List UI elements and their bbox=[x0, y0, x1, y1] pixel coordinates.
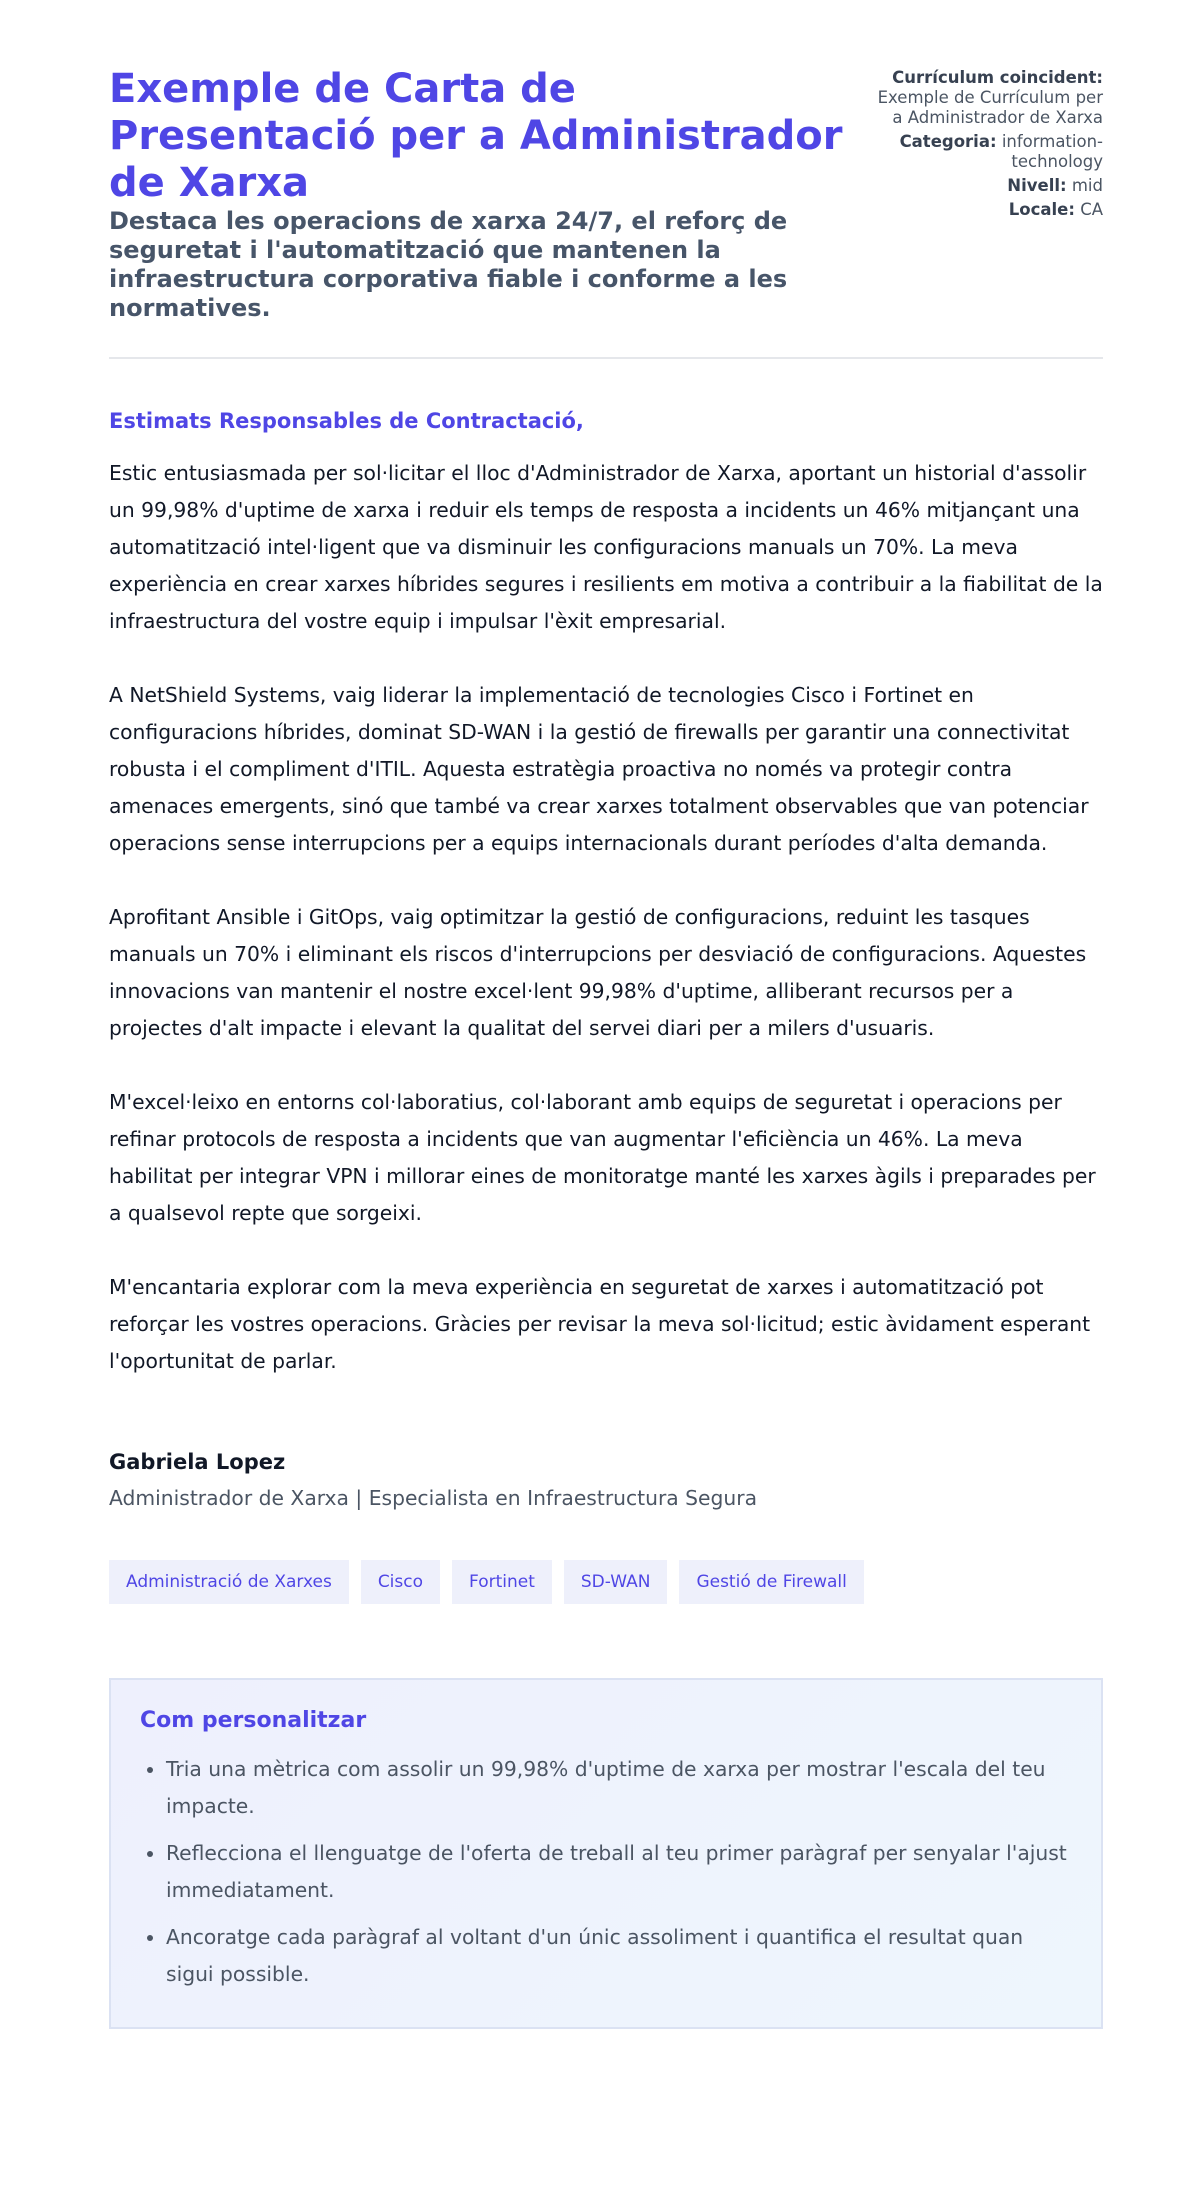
tip-item: • Reflecciona el llenguatge de l'oferta de treball al teu primer paràgraf per senyalar l'ajust immediatament. bbox=[166, 1835, 1073, 1909]
skill-tag: Gestió de Firewall bbox=[679, 1560, 863, 1604]
skill-tags bbox=[109, 1560, 1103, 1604]
letter-paragraph: Estic entusiasmada per sol·licitar el lloc d'Administrador de Xarxa, aportant un historial d'assolir un 99,98% d'uptime de xarxa i reduir els temps de resposta a incidents un 46% mitjançant una automatització intel·ligent que va disminuir les configuracions manuals un 70%. La meva experiència en crear xarxes híbrides segures i resilients em motiva a contribuir a la fiabilitat de la infraestructura del vostre equip i impulsar l'èxit empresarial. bbox=[109, 461, 1103, 633]
letter-paragraph: M'encantaria explorar com la meva experiència en seguretat de xarxes i automatització pot reforçar les vostres operacions. Gràcies per revisar la meva sol·licitud; estic àvidament esperant l'oportunitat de parlar. bbox=[109, 1275, 1091, 1373]
tip-item: • Ancoratge cada paràgraf al voltant d'un únic assoliment i quantifica el resultat quan sigui possible. bbox=[166, 1919, 1073, 1993]
page-header bbox=[109, 66, 1103, 323]
category-label: Categoria: bbox=[899, 132, 997, 151]
page-title: Exemple de Carta de Presentació per a Administrador de Xarxa bbox=[109, 66, 843, 206]
locale-label: Locale: bbox=[1008, 200, 1075, 219]
divider bbox=[109, 357, 1103, 359]
tips-list bbox=[140, 1751, 1073, 1993]
tips-title: Com personalitzar bbox=[140, 1708, 367, 1733]
locale-value: CA bbox=[1080, 200, 1103, 219]
resume-value: Exemple de Currículum per a Administrador de Xarxa bbox=[877, 88, 1103, 127]
level-label: Nivell: bbox=[1007, 176, 1067, 195]
skill-tag: Cisco bbox=[361, 1560, 440, 1604]
page-subtitle: Destaca les operacions de xarxa 24/7, el reforç de seguretat i l'automatització que mantenen la infraestructura corporativa fiable i conforme a les normatives. bbox=[109, 207, 788, 322]
greeting: Estimats Responsables de Contractació, bbox=[109, 409, 584, 433]
letter-paragraph: Aprofitant Ansible i GitOps, vaig optimitzar la gestió de configuracions, reduint les tasques manuals un 70% i eliminant els riscos d'interrupcions per desviació de configuracions. Aquestes innovacions van mantenir el nostre excel·lent 99,98% d'uptime, alliberant recursos per a projectes d'alt impacte i elevant la qualitat del servei diari per a milers d'usuaris. bbox=[109, 905, 1087, 1040]
letter-paragraph: A NetShield Systems, vaig liderar la implementació de tecnologies Cisco i Fortinet en configuracions híbrides, dominat SD-WAN i la gestió de firewalls per garantir una connectivitat robusta i el compliment d'ITIL. Aquesta estratègia proactiva no només va protegir contra amenaces emergents, sinó que també va crear xarxes totalment observables que van potenciar operacions sense interrupcions per a equips internacionals durant períodes d'alta demanda. bbox=[109, 683, 1089, 855]
level-value: mid bbox=[1071, 176, 1103, 195]
customization-tips bbox=[109, 1678, 1103, 2029]
letter-paragraph: M'excel·leixo en entorns col·laboratius, col·laborant amb equips de seguretat i operacions per refinar protocols de resposta a incidents que van augmentar l'eficiència un 46%. La meva habilitat per integrar VPN i millorar eines de monitoratge manté les xarxes àgils i preparades per a qualsevol repte que sorgeixi. bbox=[109, 1090, 1096, 1225]
meta-panel bbox=[863, 66, 1103, 224]
skill-tag: Fortinet bbox=[452, 1560, 552, 1604]
resume-label: Currículum coincident: bbox=[892, 68, 1103, 87]
skill-tag: Administració de Xarxes bbox=[109, 1560, 349, 1604]
skill-tag: SD-WAN bbox=[564, 1560, 668, 1604]
tip-item: • Tria una mètrica com assolir un 99,98% d'uptime de xarxa per mostrar l'escala del teu impacte. bbox=[166, 1751, 1073, 1825]
category-value: information-technology bbox=[1001, 132, 1103, 171]
signature-role: Administrador de Xarxa | Especialista en Infraestructura Segura bbox=[109, 1486, 758, 1510]
signature-name: Gabriela Lopez bbox=[109, 1450, 286, 1474]
